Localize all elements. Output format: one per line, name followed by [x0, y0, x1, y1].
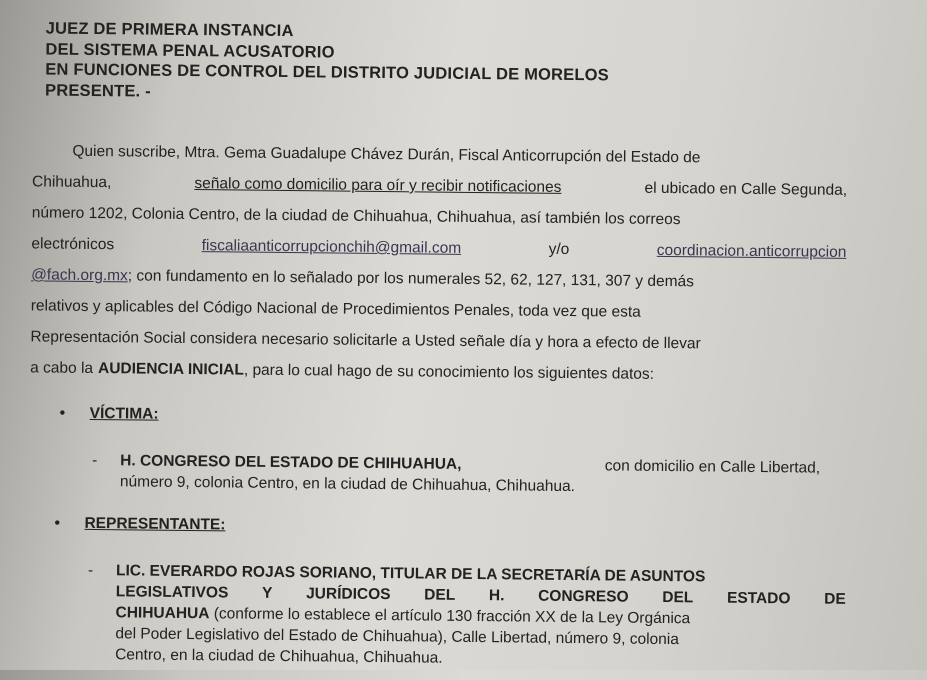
bullet-dot: •	[59, 404, 66, 422]
notification-clause: señalo como domicilio para oír y recibir notificaciones	[194, 175, 562, 196]
paragraph-line: relativos y aplicables del Código Nacional de Procedimientos Penales, toda vez que esta	[30, 297, 641, 321]
paragraph-line: Chihuahua, señalo como domicilio para oír y recibir notificaciones el ubicado en Calle Segunda,	[32, 166, 847, 206]
addressee-heading	[45, 18, 610, 106]
heading-line-3: EN FUNCIONES DE CONTROL DEL DISTRITO JUDICIAL DE MORELOS	[45, 60, 610, 85]
representante-label: REPRESENTANTE:	[84, 514, 226, 534]
audiencia-inicial: AUDIENCIA INICIAL	[97, 360, 244, 379]
paragraph-line: electrónicos fiscaliaanticorrupcionchih@gmail.com y/o coordinacion.anticorrupcion	[31, 228, 846, 268]
body-paragraph	[30, 135, 848, 392]
email-link-1[interactable]: fiscaliaanticorrupcionchih@gmail.com	[201, 237, 462, 257]
email-link-2[interactable]: coordinacion.anticorrupcion	[656, 241, 847, 261]
dash-marker: -	[87, 561, 94, 580]
representante-bullet	[54, 515, 225, 535]
paragraph-line: Representación Social considera necesario solicitarle a Usted señale día y hora a efecto de llevar	[30, 328, 701, 353]
email-link-2-continued[interactable]: @fach.org.mx	[31, 266, 128, 285]
bullet-dot: •	[54, 514, 61, 532]
victima-entry: - H. CONGRESO DEL ESTADO DE CHIHUAHUA, con domicilio en Calle Libertad, número 9, colonia Centro, en la ciudad de Chihuahua, Chihuahua.	[92, 451, 821, 496]
heading-line-2: DEL SISTEMA PENAL ACUSATORIO	[45, 39, 335, 62]
justified-line: LEGISLATIVOS Y JURÍDICOS DEL H. CONGRESO DEL ESTADO DE	[115, 583, 846, 608]
paragraph-line: número 1202, Colonia Centro, de la ciudad de Chihuahua, Chihuahua, así también los correos	[31, 204, 681, 229]
victima-label: VÍCTIMA:	[89, 404, 159, 423]
paragraph-line: @fach.org.mx; con fundamento en lo señalado por los numerales 52, 62, 127, 131, 307 y demás	[31, 266, 695, 291]
victima-name: H. CONGRESO DEL ESTADO DE CHIHUAHUA,	[120, 452, 462, 473]
paragraph-line: Quien suscribe, Mtra. Gema Guadalupe Chávez Durán, Fiscal Anticorrupción del Estado de	[72, 142, 701, 167]
paragraph-line: a cabo la AUDIENCIA INICIAL, para lo cual hago de su conocimiento los siguientes datos:	[30, 359, 655, 383]
heading-line-4: PRESENTE. -	[44, 80, 151, 101]
victima-bullet	[60, 405, 159, 424]
dash-marker: -	[92, 451, 98, 470]
representante-entry: - LIC. EVERARDO ROJAS SORIANO, TITULAR DE LA SECRETARÍA DE ASUNTOS LEGISLATIVOS Y JURÍDICOS DEL H. CONGRESO DEL ESTADO DE CHIHUAHUA (conforme lo establece el artículo 130 fracción XX de la Ley Orgánica del Poder Legislativo del Estado de Chihuahua), Calle Libertad, número 9, colonia Centro, en la ciudad de Chihuahua, Chihuahua.	[87, 561, 846, 667]
heading-line-1: JUEZ DE PRIMERA INSTANCIA	[45, 19, 294, 41]
